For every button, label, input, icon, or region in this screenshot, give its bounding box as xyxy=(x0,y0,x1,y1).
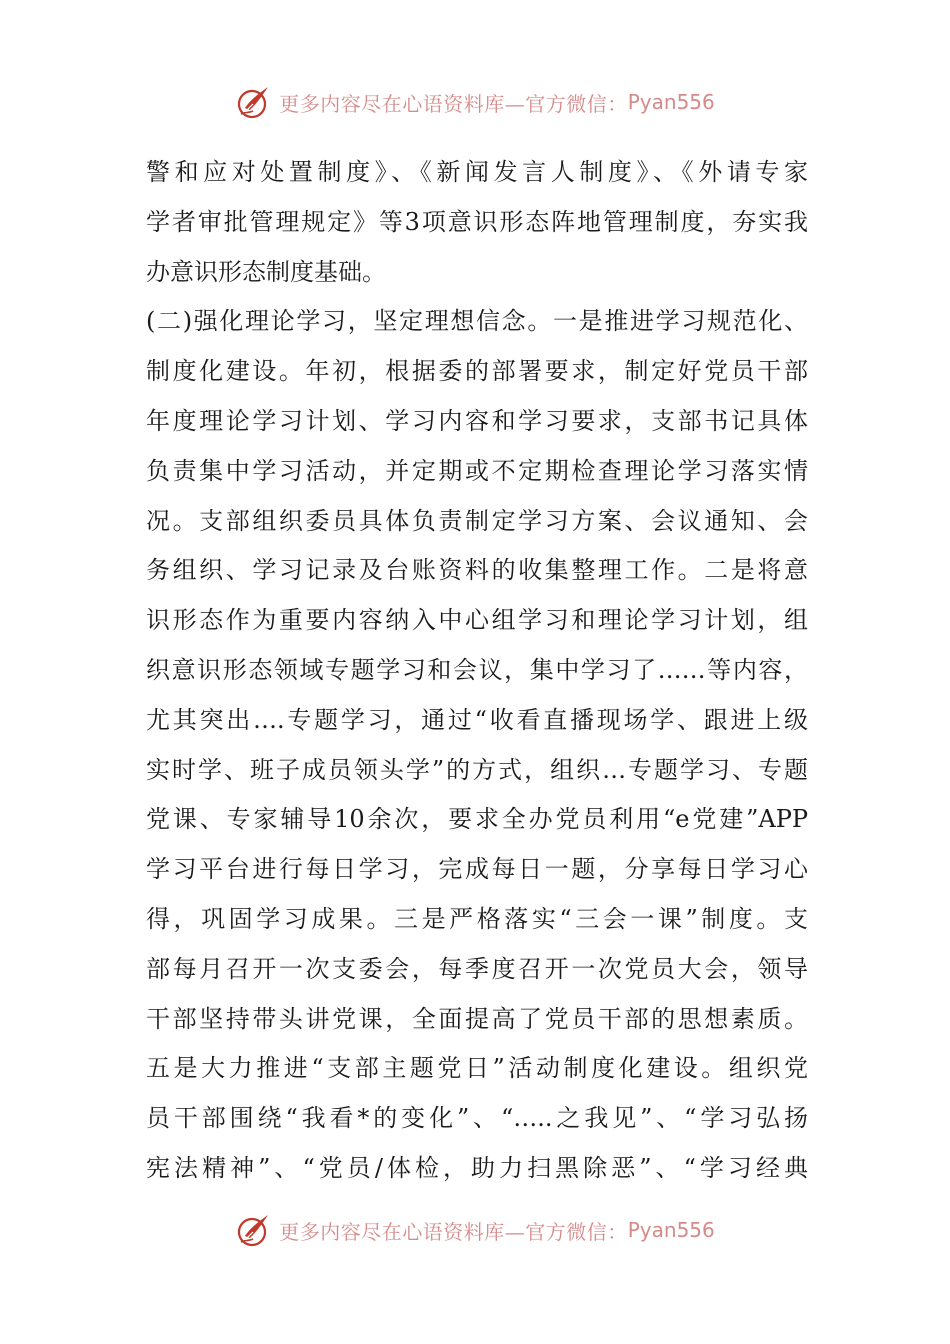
text-line: 实时学、班子成员领头学”的方式，组织…专题学习、专题 xyxy=(146,755,808,784)
text-line: 部每月召开一次支委会，每季度召开一次党员大会，领导 xyxy=(146,954,808,983)
watermark-text: 更多内容尽在心语资料库—官方微信： xyxy=(279,1219,628,1244)
text-line: 党课、专家辅导10余次，要求全办党员利用“e党建”APP xyxy=(146,805,808,834)
text-line: 宪法精神”、“党员/体检，助力扫黑除恶”、“学习经典 xyxy=(146,1153,808,1182)
text-line: 制度化建设。年初，根据委的部署要求，制定好党员干部 xyxy=(146,357,808,386)
header-watermark xyxy=(0,80,950,124)
quill-logo-icon xyxy=(235,1210,275,1250)
text-line: (二)强化理论学习，坚定理想信念。一是推进学习规范化、 xyxy=(146,307,808,336)
text-line: 尤其突出….专题学习，通过“收看直播现场学、跟进上级 xyxy=(146,705,808,734)
text-line: 织意识形态领域专题学习和会议，集中学习了……等内容， xyxy=(146,655,808,684)
text-line: 五是大力推进“支部主题党日”活动制度化建设。组织党 xyxy=(146,1054,808,1083)
text-line: 干部坚持带头讲党课，全面提高了党员干部的思想素质。 xyxy=(146,1004,808,1033)
watermark-wechat-id: Pyan556 xyxy=(627,90,715,114)
text-line: 学习平台进行每日学习，完成每日一题，分享每日学习心 xyxy=(146,855,808,884)
text-line: 员干部围绕“我看*的变化”、“…..之我见”、“学习弘扬 xyxy=(146,1104,808,1133)
text-line: 识形态作为重要内容纳入中心组学习和理论学习计划，组 xyxy=(146,606,808,635)
text-line: 警和应对处置制度》、《新闻发言人制度》、《外请专家 xyxy=(146,158,808,186)
watermark-text: 更多内容尽在心语资料库—官方微信： xyxy=(279,91,628,116)
text-line: 负责集中学习活动，并定期或不定期检查理论学习落实情 xyxy=(146,456,808,485)
text-line: 办意识形态制度基础。 xyxy=(146,257,386,286)
document-body xyxy=(146,148,808,1194)
quill-logo-icon xyxy=(235,82,275,122)
watermark-wechat-id: Pyan556 xyxy=(627,1218,715,1242)
footer-watermark xyxy=(0,1208,950,1252)
text-line: 得，巩固学习成果。三是严格落实“三会一课”制度。支 xyxy=(146,904,808,933)
text-line: 况。支部组织委员具体负责制定学习方案、会议通知、会 xyxy=(146,506,808,535)
text-line: 学者审批管理规定》等3项意识形态阵地管理制度，夯实我 xyxy=(146,207,808,236)
text-line: 年度理论学习计划、学习内容和学习要求，支部书记具体 xyxy=(146,406,808,435)
text-line: 务组织、学习记录及台账资料的收集整理工作。二是将意 xyxy=(146,556,808,585)
